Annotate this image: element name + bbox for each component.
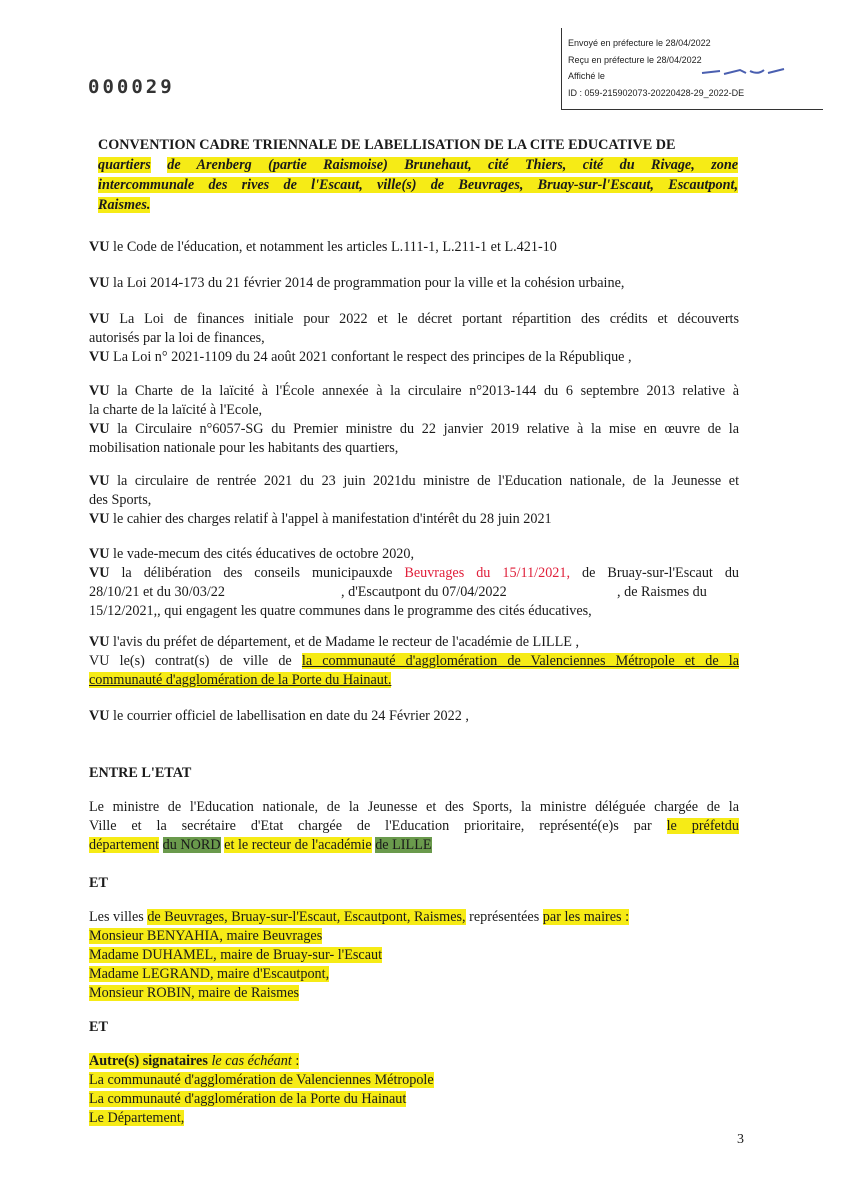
signatory-3: Le Département, <box>89 1110 185 1126</box>
title-line-4: Raismes. <box>98 197 151 213</box>
vu-paragraph-2: VU la Loi 2014-173 du 21 février 2014 de programmation pour la ville et la cohésion urbaine, <box>89 275 625 291</box>
vu-paragraph-4: VU la Charte de la laïcité à l'École annexée à la circulaire n°2013-144 du 6 septembre 2013 relative à la charte de la laïcité à l'Ecole, VU la Circulaire n°6057-SG du Premier ministre du 22 janvier 2019 relative à la mise en œuvre de la mobilisation nationale pour les habitants des quartiers, <box>89 383 740 456</box>
document-title <box>98 135 738 215</box>
vu-paragraph-1: VU le Code de l'éducation, et notamment les articles L.111-1, L.211-1 et L.421-10 <box>89 239 557 255</box>
other-signatories-block: Autre(s) signataires le cas échéant : La communauté d'agglomération de Valenciennes Métropole La communauté d'agglomération de la Porte du Hainaut Le Département, <box>89 1053 434 1126</box>
signatory-1: La communauté d'agglomération de Valenciennes Métropole <box>89 1072 434 1088</box>
stamp-posted: Affiché le <box>568 71 605 81</box>
stamp-sent: Envoyé en préfecture le 28/04/2022 <box>568 38 711 48</box>
mayors-block: Les villes de Beuvrages, Bruay-sur-l'Escaut, Escautpont, Raismes, représentées par les maires : Monsieur BENYAHIA, maire Beuvrages Madame DUHAMEL, maire de Bruay-sur- l'Escaut Madame LEGRAND, maire d'Escautpont, Monsieur ROBIN, maire de Raismes <box>89 909 630 1001</box>
mayor-2: Madame DUHAMEL, maire de Bruay-sur- l'Escaut <box>89 947 383 963</box>
entre-paragraph: Le ministre de l'Education nationale, de la Jeunesse et des Sports, la ministre déléguée chargée de la Ville et la secrétaire d'Etat chargée de l'Education prioritaire, représenté(e)s par le préfetdu département du NORD et le recteur de l'académie de LILLE <box>89 799 739 853</box>
document-number: 000029 <box>88 76 175 98</box>
et-heading-1: ET <box>89 875 108 891</box>
page-number: 3 <box>737 1132 744 1147</box>
stamp-id: ID : 059-215902073-20220428-29_2022-DE <box>568 87 745 98</box>
stamp-received: Reçu en préfecture le 28/04/2022 <box>568 54 702 65</box>
title-line-3: intercommunale des rives de l'Escaut, ville(s) de Beuvrages, Bruay-sur-l'Escaut, Escautpont, <box>98 177 738 193</box>
title-line-1: CONVENTION CADRE TRIENNALE DE LABELLISATION DE LA CITE EDUCATIVE DE <box>98 137 676 153</box>
vu-paragraph-5: VU la circulaire de rentrée 2021 du 23 juin 2021du ministre de l'Education nationale, de la Jeunesse et des Sports, VU le cahier des charges relatif à l'appel à manifestation d'intérêt du 28 juin 2021 <box>89 473 740 527</box>
title-line-2: quartiers de Arenberg (partie Raismoise) Brunehaut, cité Thiers, cité du Rivage, zone <box>98 157 739 173</box>
signature-mark <box>700 67 790 77</box>
vu-paragraph-8: VU le courrier officiel de labellisation en date du 24 Février 2022 , <box>89 708 469 724</box>
vu-paragraph-7: VU l'avis du préfet de département, et de Madame le recteur de l'académie de LILLE , VU le(s) contrat(s) de ville de la communauté d'agglomération de Valenciennes Métropole et de la communauté d'agglomération de la Porte du Hainaut. <box>89 634 740 688</box>
vu-paragraph-6: VU le vade-mecum des cités éducatives de octobre 2020, VU la délibération des conseils municipauxde Beuvrages du 15/11/2021, de Bruay-sur-l'Escaut du 28/10/21 et du 30/03/22 , d'Escautpont du 07/04/2022 , de Raismes du 15/12/2021,, qui engagent les quatre communes dans le programme des cités éducatives, <box>89 546 740 619</box>
vu-paragraph-3: VU La Loi de finances initiale pour 2022 et le décret portant répartition des crédits et découverts autorisés par la loi de finances, VU La Loi n° 2021-1109 du 24 août 2021 confortant le respect des principes de la République , <box>89 311 740 365</box>
mayor-3: Madame LEGRAND, maire d'Escautpont, <box>89 966 330 982</box>
signatory-2: La communauté d'agglomération de la Porte du Hainaut <box>89 1091 407 1107</box>
mayor-1: Monsieur BENYAHIA, maire Beuvrages <box>89 928 323 944</box>
mayor-4: Monsieur ROBIN, maire de Raismes <box>89 985 300 1001</box>
entre-heading: ENTRE L'ETAT <box>89 765 192 781</box>
et-heading-2: ET <box>89 1019 108 1035</box>
